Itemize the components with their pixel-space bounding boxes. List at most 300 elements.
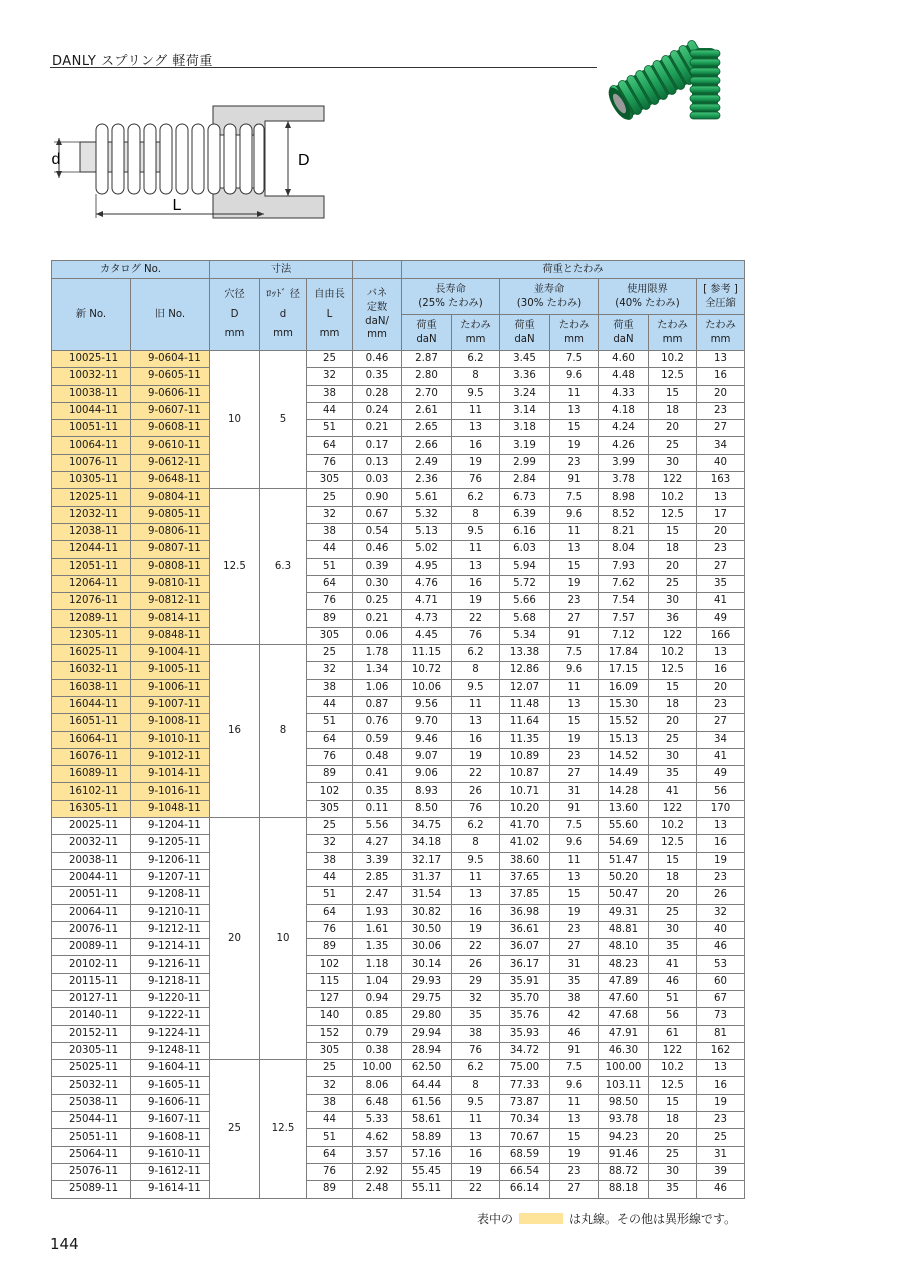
header-normal-life-pct: (30% たわみ): [516, 297, 582, 309]
title-divider: [50, 67, 597, 68]
load-40-cell: 4.24: [599, 420, 649, 437]
deflection-40-cell: 46: [649, 973, 697, 990]
load-40-cell: 15.30: [599, 696, 649, 713]
old-no-cell: 9-0848-11: [131, 627, 210, 644]
full-compression-cell: 39: [697, 1163, 745, 1180]
load-25-cell: 4.45: [402, 627, 452, 644]
old-no-cell: 9-1607-11: [131, 1112, 210, 1129]
load-30-cell: 73.87: [500, 1094, 550, 1111]
free-length-cell: 89: [307, 1181, 353, 1198]
deflection-25-cell: 9.5: [452, 523, 500, 540]
load-40-cell: 91.46: [599, 1146, 649, 1163]
old-no-cell: 9-0605-11: [131, 368, 210, 385]
header-load-unit: daN: [514, 333, 535, 345]
new-no-cell: 10025-11: [52, 351, 131, 368]
table-row: [52, 1042, 745, 1059]
spring-rate-cell: 0.54: [353, 523, 402, 540]
new-no-cell: 25025-11: [52, 1060, 131, 1077]
load-25-cell: 30.82: [402, 904, 452, 921]
header-new-no: 新 No.: [52, 279, 131, 351]
spring-rate-cell: 2.85: [353, 869, 402, 886]
deflection-40-cell: 18: [649, 402, 697, 419]
load-30-cell: 38.60: [500, 852, 550, 869]
spring-rate-cell: 0.59: [353, 731, 402, 748]
table-row: [52, 1181, 745, 1198]
deflection-40-cell: 12.5: [649, 368, 697, 385]
deflection-30-cell: 13: [550, 1112, 599, 1129]
hole-diameter-cell: 25: [210, 1060, 260, 1198]
old-no-cell: 9-1216-11: [131, 956, 210, 973]
deflection-30-cell: 13: [550, 696, 599, 713]
load-30-cell: 13.38: [500, 645, 550, 662]
load-25-cell: 58.89: [402, 1129, 452, 1146]
load-40-cell: 88.18: [599, 1181, 649, 1198]
new-no-cell: 20044-11: [52, 869, 131, 886]
table-row: [52, 973, 745, 990]
new-no-cell: 16032-11: [52, 662, 131, 679]
deflection-40-cell: 25: [649, 575, 697, 592]
spring-rate-cell: 3.39: [353, 852, 402, 869]
table-row: [52, 731, 745, 748]
spring-rate-cell: 1.61: [353, 921, 402, 938]
header-free-symbol: L: [326, 308, 333, 320]
deflection-25-cell: 8: [452, 368, 500, 385]
header-defl-unit: mm: [662, 333, 683, 345]
table-row: [52, 351, 745, 368]
table-row: [52, 1146, 745, 1163]
deflection-25-cell: 11: [452, 402, 500, 419]
deflection-30-cell: 31: [550, 956, 599, 973]
spring-rate-cell: 0.79: [353, 1025, 402, 1042]
spring-rate-cell: 1.78: [353, 645, 402, 662]
load-30-cell: 37.65: [500, 869, 550, 886]
header-defl-unit: mm: [710, 333, 731, 345]
old-no-cell: 9-1212-11: [131, 921, 210, 938]
free-length-cell: 76: [307, 1163, 353, 1180]
old-no-cell: 9-1204-11: [131, 818, 210, 835]
label-D: D: [298, 152, 310, 169]
table-row: [52, 696, 745, 713]
table-row: [52, 472, 745, 489]
deflection-30-cell: 91: [550, 1042, 599, 1059]
deflection-30-cell: 35: [550, 973, 599, 990]
deflection-40-cell: 15: [649, 1094, 697, 1111]
free-length-cell: 64: [307, 904, 353, 921]
header-normal-life: [500, 279, 599, 315]
deflection-40-cell: 12.5: [649, 506, 697, 523]
new-no-cell: 10064-11: [52, 437, 131, 454]
full-compression-cell: 20: [697, 679, 745, 696]
deflection-25-cell: 76: [452, 627, 500, 644]
old-no-cell: 9-1606-11: [131, 1094, 210, 1111]
full-compression-cell: 20: [697, 523, 745, 540]
old-no-cell: 9-0606-11: [131, 385, 210, 402]
spring-rate-cell: 0.13: [353, 454, 402, 471]
free-length-cell: 76: [307, 921, 353, 938]
header-reference-title: [ 参考 ]: [703, 283, 738, 295]
deflection-30-cell: 27: [550, 766, 599, 783]
deflection-40-cell: 25: [649, 1146, 697, 1163]
new-no-cell: 12038-11: [52, 523, 131, 540]
spring-rate-cell: 1.35: [353, 939, 402, 956]
load-25-cell: 29.94: [402, 1025, 452, 1042]
deflection-25-cell: 16: [452, 575, 500, 592]
deflection-40-cell: 122: [649, 627, 697, 644]
load-40-cell: 7.12: [599, 627, 649, 644]
load-25-cell: 4.73: [402, 610, 452, 627]
load-25-cell: 2.70: [402, 385, 452, 402]
deflection-25-cell: 6.2: [452, 645, 500, 662]
load-25-cell: 9.70: [402, 714, 452, 731]
deflection-30-cell: 9.6: [550, 662, 599, 679]
load-40-cell: 100.00: [599, 1060, 649, 1077]
load-40-cell: 94.23: [599, 1129, 649, 1146]
deflection-25-cell: 11: [452, 869, 500, 886]
free-length-cell: 51: [307, 1129, 353, 1146]
load-30-cell: 75.00: [500, 1060, 550, 1077]
load-40-cell: 4.48: [599, 368, 649, 385]
full-compression-cell: 19: [697, 852, 745, 869]
old-no-cell: 9-0608-11: [131, 420, 210, 437]
new-no-cell: 12051-11: [52, 558, 131, 575]
table-row: [52, 869, 745, 886]
new-no-cell: 10038-11: [52, 385, 131, 402]
deflection-30-cell: 19: [550, 1146, 599, 1163]
load-25-cell: 5.32: [402, 506, 452, 523]
label-L: L: [172, 197, 182, 214]
hole-diameter-cell: 16: [210, 645, 260, 818]
header-free-length: [307, 279, 353, 351]
full-compression-cell: 73: [697, 1008, 745, 1025]
free-length-cell: 127: [307, 990, 353, 1007]
header-rod-symbol: d: [279, 308, 287, 320]
deflection-25-cell: 16: [452, 904, 500, 921]
table-row: [52, 904, 745, 921]
load-25-cell: 55.45: [402, 1163, 452, 1180]
old-no-cell: 9-0808-11: [131, 558, 210, 575]
full-compression-cell: 41: [697, 593, 745, 610]
load-30-cell: 6.73: [500, 489, 550, 506]
free-length-cell: 32: [307, 835, 353, 852]
free-length-cell: 25: [307, 645, 353, 662]
deflection-25-cell: 22: [452, 766, 500, 783]
deflection-25-cell: 22: [452, 1181, 500, 1198]
table-row: [52, 1008, 745, 1025]
load-25-cell: 4.76: [402, 575, 452, 592]
load-25-cell: 9.07: [402, 748, 452, 765]
free-length-cell: 25: [307, 1060, 353, 1077]
full-compression-cell: 27: [697, 420, 745, 437]
new-no-cell: 12076-11: [52, 593, 131, 610]
deflection-25-cell: 22: [452, 610, 500, 627]
load-40-cell: 48.81: [599, 921, 649, 938]
deflection-40-cell: 18: [649, 1112, 697, 1129]
deflection-40-cell: 18: [649, 869, 697, 886]
deflection-25-cell: 9.5: [452, 385, 500, 402]
header-defl-label: たわみ: [705, 319, 736, 331]
old-no-cell: 9-1248-11: [131, 1042, 210, 1059]
load-25-cell: 8.93: [402, 783, 452, 800]
load-30-cell: 36.07: [500, 939, 550, 956]
deflection-40-cell: 30: [649, 1163, 697, 1180]
spring-rate-cell: 0.11: [353, 800, 402, 817]
header-full-compression: 全圧縮: [705, 297, 736, 309]
full-compression-cell: 60: [697, 973, 745, 990]
deflection-40-cell: 20: [649, 887, 697, 904]
table-row: [52, 679, 745, 696]
spring-rate-cell: 1.18: [353, 956, 402, 973]
old-no-cell: 9-1218-11: [131, 973, 210, 990]
old-no-cell: 9-1608-11: [131, 1129, 210, 1146]
header-hole-symbol: D: [230, 308, 239, 320]
old-no-cell: 9-0810-11: [131, 575, 210, 592]
table-row: [52, 402, 745, 419]
deflection-40-cell: 30: [649, 921, 697, 938]
free-length-cell: 25: [307, 489, 353, 506]
deflection-25-cell: 16: [452, 1146, 500, 1163]
deflection-40-cell: 12.5: [649, 1077, 697, 1094]
deflection-25-cell: 6.2: [452, 489, 500, 506]
deflection-25-cell: 19: [452, 1163, 500, 1180]
free-length-cell: 76: [307, 454, 353, 471]
deflection-25-cell: 26: [452, 783, 500, 800]
deflection-30-cell: 42: [550, 1008, 599, 1025]
free-length-cell: 76: [307, 593, 353, 610]
load-40-cell: 7.62: [599, 575, 649, 592]
load-40-cell: 93.78: [599, 1112, 649, 1129]
load-40-cell: 103.11: [599, 1077, 649, 1094]
deflection-40-cell: 56: [649, 1008, 697, 1025]
new-no-cell: 25038-11: [52, 1094, 131, 1111]
table-row: [52, 956, 745, 973]
old-no-cell: 9-1012-11: [131, 748, 210, 765]
header-use-limit-pct: (40% たわみ): [615, 297, 680, 309]
load-30-cell: 11.35: [500, 731, 550, 748]
load-40-cell: 15.52: [599, 714, 649, 731]
table-row: [52, 645, 745, 662]
load-25-cell: 10.06: [402, 679, 452, 696]
load-40-cell: 3.99: [599, 454, 649, 471]
table-row: [52, 385, 745, 402]
spring-rate-cell: 0.46: [353, 351, 402, 368]
load-25-cell: 30.50: [402, 921, 452, 938]
round-wire-swatch: [519, 1213, 563, 1224]
free-length-cell: 32: [307, 368, 353, 385]
load-30-cell: 5.94: [500, 558, 550, 575]
header-rate-line3: daN/: [365, 315, 389, 327]
free-length-cell: 51: [307, 558, 353, 575]
load-30-cell: 6.03: [500, 541, 550, 558]
old-no-cell: 9-1006-11: [131, 679, 210, 696]
full-compression-cell: 35: [697, 575, 745, 592]
old-no-cell: 9-1004-11: [131, 645, 210, 662]
spring-rate-cell: 1.93: [353, 904, 402, 921]
deflection-40-cell: 41: [649, 783, 697, 800]
spring-rate-cell: 0.48: [353, 748, 402, 765]
load-25-cell: 2.66: [402, 437, 452, 454]
load-40-cell: 8.21: [599, 523, 649, 540]
load-25-cell: 2.65: [402, 420, 452, 437]
load-25-cell: 2.87: [402, 351, 452, 368]
table-row: [52, 541, 745, 558]
load-40-cell: 4.33: [599, 385, 649, 402]
old-no-cell: 9-0604-11: [131, 351, 210, 368]
header-rate-line2: 定数: [366, 301, 388, 313]
new-no-cell: 16089-11: [52, 766, 131, 783]
load-30-cell: 5.68: [500, 610, 550, 627]
old-no-cell: 9-1222-11: [131, 1008, 210, 1025]
full-compression-cell: 166: [697, 627, 745, 644]
free-length-cell: 64: [307, 575, 353, 592]
full-compression-cell: 23: [697, 402, 745, 419]
page-title: DANLY スプリング 軽荷重: [52, 54, 213, 69]
load-25-cell: 31.37: [402, 869, 452, 886]
load-30-cell: 35.93: [500, 1025, 550, 1042]
load-30-cell: 35.70: [500, 990, 550, 1007]
deflection-25-cell: 11: [452, 1112, 500, 1129]
table-body: [52, 351, 745, 1199]
load-25-cell: 57.16: [402, 1146, 452, 1163]
deflection-40-cell: 12.5: [649, 662, 697, 679]
deflection-40-cell: 10.2: [649, 351, 697, 368]
spring-spec-table: [51, 260, 745, 1199]
load-25-cell: 34.18: [402, 835, 452, 852]
deflection-30-cell: 31: [550, 783, 599, 800]
load-40-cell: 7.93: [599, 558, 649, 575]
hole-diameter-cell: 20: [210, 818, 260, 1060]
full-compression-cell: 20: [697, 385, 745, 402]
table-row: [52, 835, 745, 852]
new-no-cell: 12089-11: [52, 610, 131, 627]
spring-rate-cell: 0.94: [353, 990, 402, 1007]
full-compression-cell: 17: [697, 506, 745, 523]
spring-rate-cell: 4.27: [353, 835, 402, 852]
free-length-cell: 64: [307, 437, 353, 454]
new-no-cell: 20089-11: [52, 939, 131, 956]
old-no-cell: 9-1206-11: [131, 852, 210, 869]
load-40-cell: 8.98: [599, 489, 649, 506]
load-25-cell: 55.11: [402, 1181, 452, 1198]
table-row: [52, 1129, 745, 1146]
deflection-40-cell: 35: [649, 766, 697, 783]
header-load-deflection: 荷重とたわみ: [402, 261, 745, 279]
table-row: [52, 662, 745, 679]
load-30-cell: 36.61: [500, 921, 550, 938]
spring-rate-cell: 0.06: [353, 627, 402, 644]
new-no-cell: 12305-11: [52, 627, 131, 644]
deflection-40-cell: 122: [649, 472, 697, 489]
spring-rate-cell: 0.90: [353, 489, 402, 506]
deflection-40-cell: 20: [649, 714, 697, 731]
deflection-30-cell: 7.5: [550, 645, 599, 662]
footnote-suffix: は丸線。その他は異形線です。: [568, 1212, 736, 1226]
old-no-cell: 9-1604-11: [131, 1060, 210, 1077]
rod-diameter-cell: 6.3: [260, 489, 307, 645]
load-25-cell: 2.36: [402, 472, 452, 489]
old-no-cell: 9-1612-11: [131, 1163, 210, 1180]
free-length-cell: 89: [307, 610, 353, 627]
deflection-40-cell: 18: [649, 696, 697, 713]
deflection-25-cell: 19: [452, 454, 500, 471]
free-length-cell: 64: [307, 1146, 353, 1163]
full-compression-cell: 81: [697, 1025, 745, 1042]
deflection-40-cell: 25: [649, 904, 697, 921]
full-compression-cell: 46: [697, 1181, 745, 1198]
table-row: [52, 783, 745, 800]
deflection-25-cell: 8: [452, 1077, 500, 1094]
spring-rate-cell: 0.39: [353, 558, 402, 575]
load-30-cell: 35.76: [500, 1008, 550, 1025]
deflection-40-cell: 36: [649, 610, 697, 627]
spring-rate-cell: 1.04: [353, 973, 402, 990]
deflection-40-cell: 25: [649, 437, 697, 454]
table-row: [52, 766, 745, 783]
old-no-cell: 9-1016-11: [131, 783, 210, 800]
full-compression-cell: 19: [697, 1094, 745, 1111]
header-rod-diameter: [260, 279, 307, 351]
load-25-cell: 8.50: [402, 800, 452, 817]
load-30-cell: 5.66: [500, 593, 550, 610]
free-length-cell: 38: [307, 523, 353, 540]
deflection-25-cell: 11: [452, 541, 500, 558]
deflection-30-cell: 7.5: [550, 351, 599, 368]
deflection-30-cell: 23: [550, 1163, 599, 1180]
old-no-cell: 9-1008-11: [131, 714, 210, 731]
deflection-25-cell: 38: [452, 1025, 500, 1042]
deflection-30-cell: 15: [550, 420, 599, 437]
rod-diameter-cell: 12.5: [260, 1060, 307, 1198]
load-30-cell: 37.85: [500, 887, 550, 904]
deflection-30-cell: 13: [550, 541, 599, 558]
old-no-cell: 9-1210-11: [131, 904, 210, 921]
load-40-cell: 47.91: [599, 1025, 649, 1042]
header-spring-rate: [353, 279, 402, 351]
deflection-40-cell: 25: [649, 731, 697, 748]
full-compression-cell: 27: [697, 714, 745, 731]
deflection-30-cell: 23: [550, 454, 599, 471]
old-no-cell: 9-1207-11: [131, 869, 210, 886]
deflection-30-cell: 38: [550, 990, 599, 1007]
old-no-cell: 9-1005-11: [131, 662, 210, 679]
free-length-cell: 102: [307, 783, 353, 800]
spring-rate-cell: 1.34: [353, 662, 402, 679]
deflection-30-cell: 7.5: [550, 818, 599, 835]
header-defl-label: たわみ: [460, 319, 491, 331]
new-no-cell: 16051-11: [52, 714, 131, 731]
table-row: [52, 921, 745, 938]
hole-diameter-cell: 12.5: [210, 489, 260, 645]
load-25-cell: 62.50: [402, 1060, 452, 1077]
spring-rate-cell: 1.06: [353, 679, 402, 696]
rod-diameter-cell: 10: [260, 818, 307, 1060]
header-use-limit: [599, 279, 697, 315]
spring-rate-cell: 0.24: [353, 402, 402, 419]
load-30-cell: 5.34: [500, 627, 550, 644]
spring-rate-cell: 0.28: [353, 385, 402, 402]
header-load-label: 荷重: [416, 319, 437, 331]
new-no-cell: 10051-11: [52, 420, 131, 437]
new-no-cell: 20038-11: [52, 852, 131, 869]
load-25-cell: 9.06: [402, 766, 452, 783]
header-defl-label: たわみ: [657, 319, 688, 331]
deflection-40-cell: 20: [649, 420, 697, 437]
deflection-40-cell: 122: [649, 1042, 697, 1059]
header-defl-30: [550, 315, 599, 351]
hole-diameter-cell: 10: [210, 351, 260, 489]
load-30-cell: 10.20: [500, 800, 550, 817]
deflection-30-cell: 15: [550, 1129, 599, 1146]
free-length-cell: 44: [307, 869, 353, 886]
